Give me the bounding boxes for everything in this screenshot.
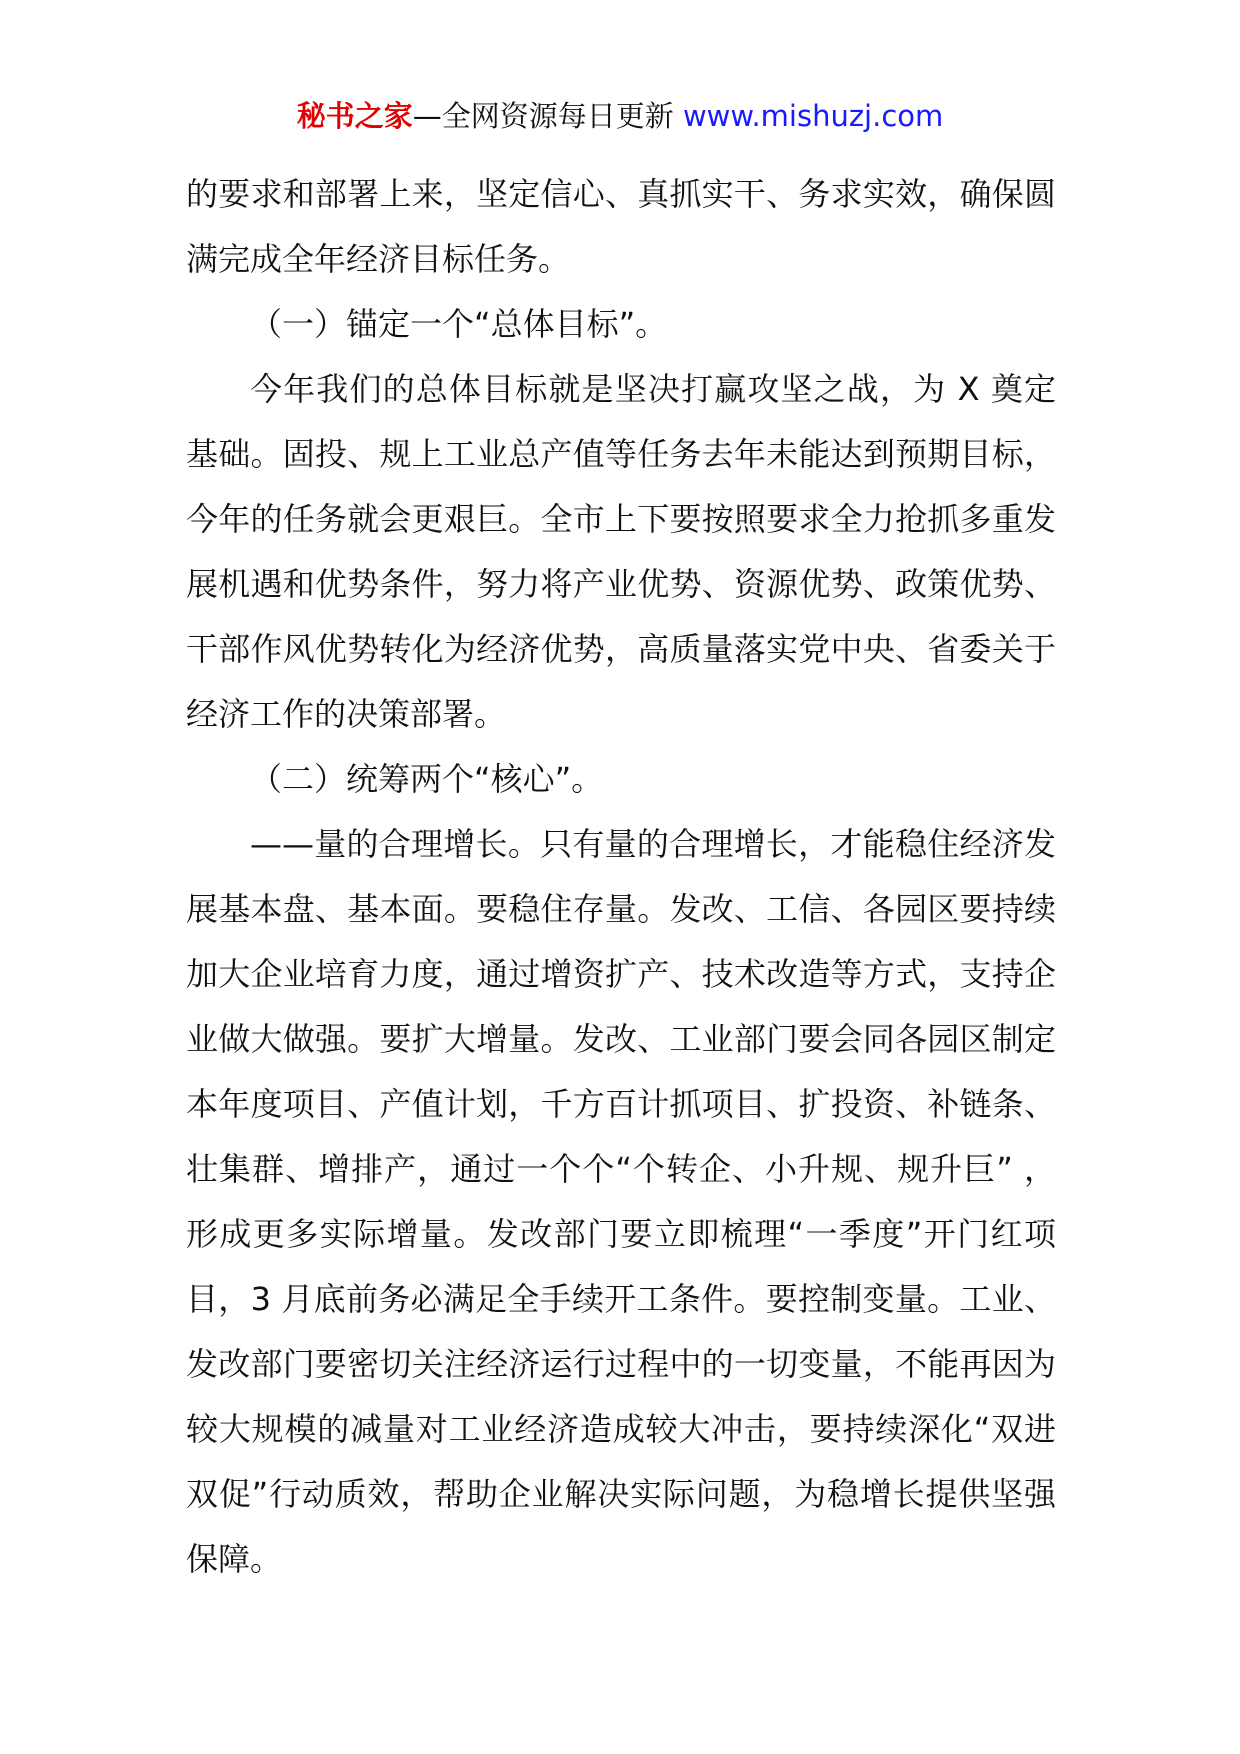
- header-tagline: —全网资源每日更新: [412, 99, 674, 133]
- paragraph-quantity-growth: ——量的合理增长。只有量的合理增长，才能稳住经济发展基本盘、基本面。要稳住存量。发改、工信、各园区要持续加大企业培育力度，通过增资扩产、技术改造等方式，支持企业做大做强。要扩大增量。发改、工业部门要会同各园区制定本年度项目、产值计划，千方百计抓项目、扩投资、补链条、壮集群、增排产，通过一个个“个转企、小升规、规升巨” ，形成更多实际增量。发改部门要立即梳理“一季度”开门红项目，3 月底前务必满足全手续开工条件。要控制变量。工业、发改部门要密切关注经济运行过程中的一切变量，不能再因为较大规模的减量对工业经济造成较大冲击，要持续深化“双进双促”行动质效，帮助企业解决实际问题，为稳增长提供坚强保障。: [186, 825, 1056, 1578]
- section-heading-2: （二）统筹两个“核心”。: [250, 760, 604, 798]
- site-header: [0, 96, 1240, 136]
- document-body: [186, 162, 1056, 1592]
- paragraph-overall-goal: 今年我们的总体目标就是坚决打赢攻坚之战，为 X 奠定基础。固投、规上工业总产值等任务去年未能达到预期目标，今年的任务就会更艰巨。全市上下要按照要求全力抢抓多重发展机遇和优势条件，努力将产业优势、资源优势、政策优势、干部作风优势转化为经济优势，高质量落实党中央、省委关于经济工作的决策部署。: [186, 370, 1056, 733]
- section-heading-1: （一）锚定一个“总体目标”。: [250, 305, 668, 343]
- site-url[interactable]: www.mishuzj.com: [682, 99, 944, 133]
- paragraph-continuation: 的要求和部署上来，坚定信心、真抓实干、务求实效，确保圆满完成全年经济目标任务。: [186, 175, 1056, 278]
- brand-name: 秘书之家: [296, 99, 413, 133]
